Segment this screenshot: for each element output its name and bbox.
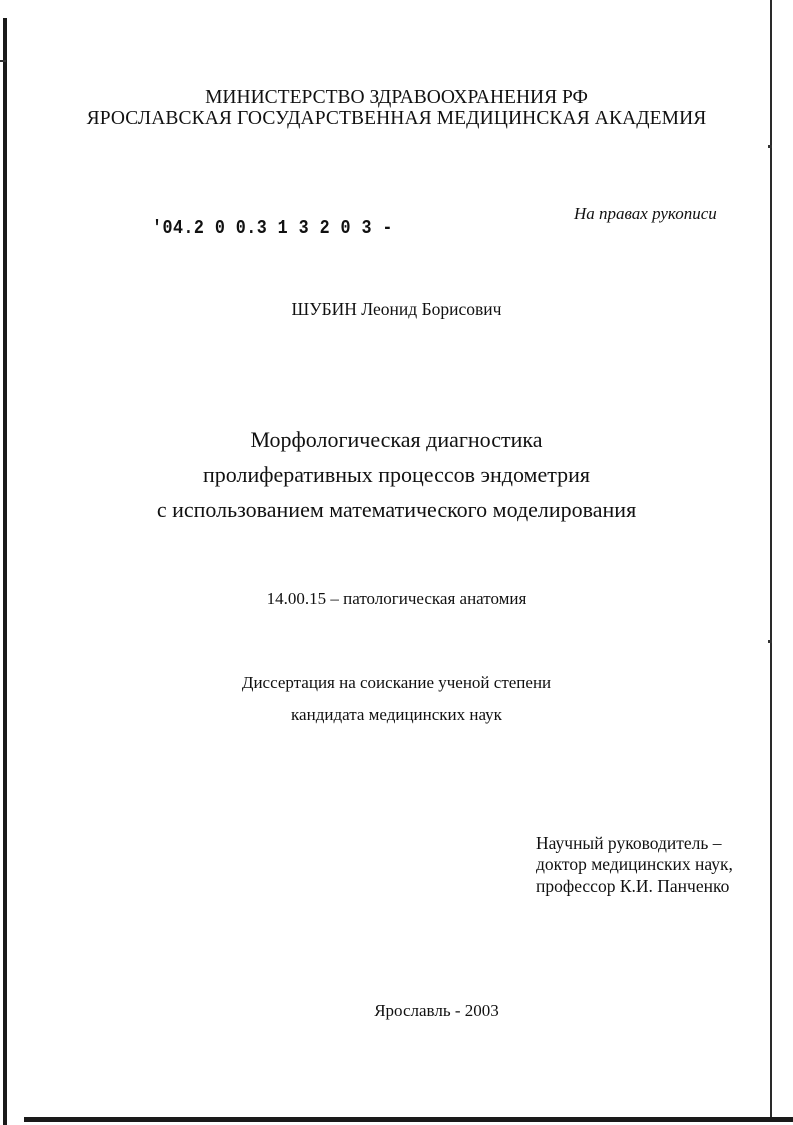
title-line-1: Морфологическая диагностика (250, 427, 543, 452)
title-line-2: пролиферативных процессов эндометрия (202, 462, 590, 487)
academy-heading: ЯРОСЛАВСКАЯ ГОСУДАРСТВЕННАЯ МЕДИЦИНСКАЯ АКАДЕМИЯ (86, 108, 707, 129)
registration-number: 04.2 0 0.3 1 3 2 0 3 (162, 217, 372, 239)
supervisor-line-2: доктор медицинских наук, (536, 854, 733, 874)
dissertation-line-2: кандидата медицинских наук (291, 705, 502, 724)
title-line-3: с использованием математического моделирования (156, 497, 637, 522)
scan-border-bottom (24, 1117, 793, 1122)
stamp-mark-right: - (371, 217, 393, 239)
scan-speck (768, 145, 772, 148)
scan-speck (0, 60, 6, 62)
city-year: Ярославль - 2003 (374, 1001, 499, 1020)
stamp-mark-left: ' (152, 217, 163, 239)
supervisor-line-3: профессор К.И. Панченко (536, 876, 730, 896)
dissertation-line-1: Диссертация на соискание ученой степени (241, 673, 552, 692)
scan-border-left (3, 18, 7, 1125)
scan-border-right (770, 0, 772, 1117)
ministry-heading: МИНИСТЕРСТВО ЗДРАВООХРАНЕНИЯ РФ (205, 87, 588, 108)
author-name: ШУБИН Леонид Борисович (291, 299, 502, 319)
specialty-code: 14.00.15 – патологическая анатомия (266, 589, 527, 608)
scan-speck (768, 640, 772, 643)
rights-note: На правах рукописи (574, 204, 717, 223)
supervisor-line-1: Научный руководитель – (536, 833, 722, 853)
registration-number-stamp (152, 216, 393, 240)
